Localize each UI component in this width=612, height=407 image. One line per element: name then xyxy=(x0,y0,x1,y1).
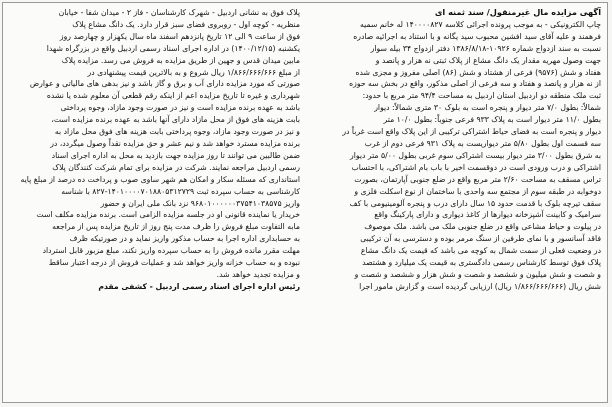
notice-left-column xyxy=(9,7,300,398)
notice-line: رئیس اداره اجرای اسناد رسمی اردبیل - کشفی مقدم xyxy=(98,281,300,291)
notice-line: و نیز در صورت وجود مازاد، وجوه پرداختی بابت هزینه های فوق محل مازاد به xyxy=(54,127,300,137)
notice-line: مابه التفاوت مبلغ فروش را ظرف مدت پنج روز از تاریخ مزایده پس از مراجعه xyxy=(52,222,300,232)
notice-line: نبوده و به حساب خزانه واریز خواهد شد و عملیات فروش از درجه اعتبار ساقط xyxy=(48,258,300,268)
notice-line: یکشنبه (۱۴۰۰/۱۲/۱۵) در اداره اجرای اسناد رسمی اردبیل واقع در بزرگراه شهدا xyxy=(46,43,300,53)
notice-line: در وضعیت فعلی از سمت شمال به کوچه می باشد که قیمت یک دانگ مشاع xyxy=(360,246,601,256)
notice-line: دوخوابه در طبقه سوم از مجتمع سه واحدی با ساختمان از نوع اسکلت فلزی و xyxy=(354,186,601,196)
notice-line: کارشناسی به حساب سپرده ثبت ۱۴۰۱۰۰۰۰۷۰۱۸۸۰۵۳۱۲۷۲۹-۸۲۷ با شناسه xyxy=(61,186,300,196)
notice-line: رسمی اردبیل مراجعه نمایند. شرکت در مزایده برای تمام شرکت کنندگان پلاک xyxy=(52,162,300,172)
notice-line: فوق از ساعت ۹ الی ۱۲ تاریخ پانزدهم اسفند ماه سال یکهزار و چهارصد روز xyxy=(59,31,300,41)
notice-line: سرامیک و کابینت آشپزخانه دیوارها از کاغذ دیواری و دارای پارکینگ واقع xyxy=(374,210,601,220)
notice-line: بابت هزینه های فوق از محل مازاد دارای آنها باشد به عهده برنده مزایده است، xyxy=(51,115,300,125)
notice-line: اشتراکی و درب ورودی است در دوقسمت اخیر با باب بام اشتراکی، با احتساب xyxy=(351,162,601,172)
notice-line: بطول ۱۱/۰ متر دیوار است به پلاک ۹۳۳ فرعی جنوباً: بطول ۱۰/۰ متر xyxy=(383,115,601,125)
notice-line: مهلت مقرر مانده فروش را به حساب سپرده واریز نکند، مبلغ مزبور قابل استرداد xyxy=(42,246,300,256)
notice-line: نسبت به سند ازدواج شماره ۱۰۹۲۶-۱۳۸۶/۸/۱۸ دفتر ازدواج ۳۴ بیله سوار xyxy=(370,43,601,53)
notice-line: شمالاً: بطول ۷/۰ متر دیوار و پنجره است به بلوک ۳۰ متری شمالاً: دیوار xyxy=(374,103,601,113)
notice-line: استانداری که مسئله سکار و امکان هم شهر ساوی صوب و پرداخت ده درصد از مبلغ پایه xyxy=(20,174,300,184)
notice-line: پلاک فوق به نشانی اردبیل - شهرک کارشناسان - فاز ۲ - میدان شفا - خیابان xyxy=(58,8,300,17)
notice-line: آگهی مزایده مال غیرمنقول/ سند ثمنه ای xyxy=(434,7,601,17)
notice-right-column xyxy=(310,7,601,398)
notice-columns xyxy=(9,7,601,398)
notice-line: برنده مزایده مسترد خواهد شد و نیم عشر و حق مزایده نقداً وصول میگردد، در xyxy=(50,138,300,148)
notice-line: سه قسمت اول بطول ۵/۸۰ متر دیواریست به پلاک ۹۳۱ فرعی دوم از غرب xyxy=(364,138,601,148)
notice-line: باشد به عهده برنده مزایده است و نیز در صورت وجود مازاد، وجوه پرداختی xyxy=(60,103,300,113)
notice-line: در پیلوت و حیاط مشاعی واقع در ضلع جنوبی ملک می باشد. ملک موصوف xyxy=(364,222,601,232)
notice-line: فرهمند و علیه آقای سید افشین محبوب سید یگانه و با استناد به اجرائیه صادره xyxy=(353,31,601,41)
notice-line: دیوار و پنجره است به فضای حیاط اشتراکی ترکیبی از این پلاک واقع است غرباً در xyxy=(342,127,601,137)
notice-line: ضمن طالبین می توانند تا روز مزایده جهت بازدید به محل به اداره اجرای اسناد xyxy=(51,150,300,160)
auction-notice xyxy=(2,2,608,403)
notice-line: به حسابداری اداره اجرا به حساب مذکور واریز نماید و در صورتیکه ظرف xyxy=(69,234,300,244)
notice-line: جهت وصول مهریه مقدار یک دانگ مشاع از پلاک ثبتی نه هزار و پانصد و xyxy=(375,55,601,65)
notice-line: به شرق بطول ۳/۰۰ متر دیوار بیست اشتراکی سوم غربی بطول ۵/۰۰ متر دیوار xyxy=(350,150,601,160)
notice-line: از مبلغ ۱/۸۶۶/۶۶۶/۶۶۶ ریال شروع و به بالاترین قیمت پیشنهادی در xyxy=(87,67,300,77)
notice-line: مابین میدان قدس و جهین از طریق مزایده به فروش می رسد. مزایده پلاک xyxy=(61,55,300,65)
notice-line: از نه هزار و پانصد و هفتاد و سه فرعی از اصلی مذکور، واقع در بخش سه حوزه xyxy=(349,79,601,89)
notice-line: و شصت و شش میلیون و ششصد و شصت و شش هزار و ششصد و شصت و xyxy=(354,269,601,279)
notice-line: ثبت ملک منطقه دو اردبیل استان اردبیل به مساحت ۹۴/۴ متر مربع با حدود: xyxy=(362,91,601,101)
notice-line: شهرداری و غیره تا تاریخ مزایده اعم از اینکه رقم قطعی آن معلوم شده یا نشده xyxy=(46,91,300,101)
notice-line: تراس مسقف به مساحت ۲/۶۰ متر مربع واقع در ضلع جنوبی آپارتمان، بصورت xyxy=(354,174,601,184)
notice-line: پلاک فوق توسط کارشناس رسمی دادگستری به قیمت یک میلیارد و هشتصد xyxy=(362,258,601,268)
notice-line: منظریه - کوچه اول - روبروی فضای سبز قرار دارد. یک دانگ مشاع پلاک xyxy=(72,19,300,29)
notice-line: صورتی که مورد مزایده دارای آب و برق و گاز باشد و نیز بدهی های مالیاتی و عوارض xyxy=(29,79,300,89)
notice-line: خریدار یا نماینده قانونی او در جلسه مزایده الزامی است. برنده مزایده مکلف است xyxy=(36,210,300,220)
notice-line: چاپ الکترونیکی - به موجب پرونده اجرائی کلاسه ۱۴۰۰۰۰۸۲۷ له خانم سمیه xyxy=(360,19,601,29)
notice-line: هفتاد و شش (۹۵۷۶) فرعی از هشتاد و شش (۸۶) اصلی مفروز و مجزی شده xyxy=(355,67,601,77)
notice-line: شش ریال (۱/۸۶۶/۶۶۶/۶۶۶ ریال) ارزیابی گردیده است و گزارش مامور اجرا xyxy=(359,281,601,291)
notice-line: واریز ۹۶۸۰۱۰۰۰۰۰۰۳۷۵۴۱۰۳۸۵۷۵ نزد بانک ملی ایران و حضور xyxy=(100,198,300,208)
notice-line: و مزایده تجدید خواهد شد. xyxy=(216,269,300,279)
notice-line: سقف تیرچه بلوک با قدمت حدود ۱۵ سال دارای درب و پنجره آلومینیومی با کف xyxy=(349,198,601,208)
notice-line: فاقد آسانسور و با نمای طرفین از سنگ مرمر بوده و دسترسی به آن ترکیبی xyxy=(360,234,601,244)
